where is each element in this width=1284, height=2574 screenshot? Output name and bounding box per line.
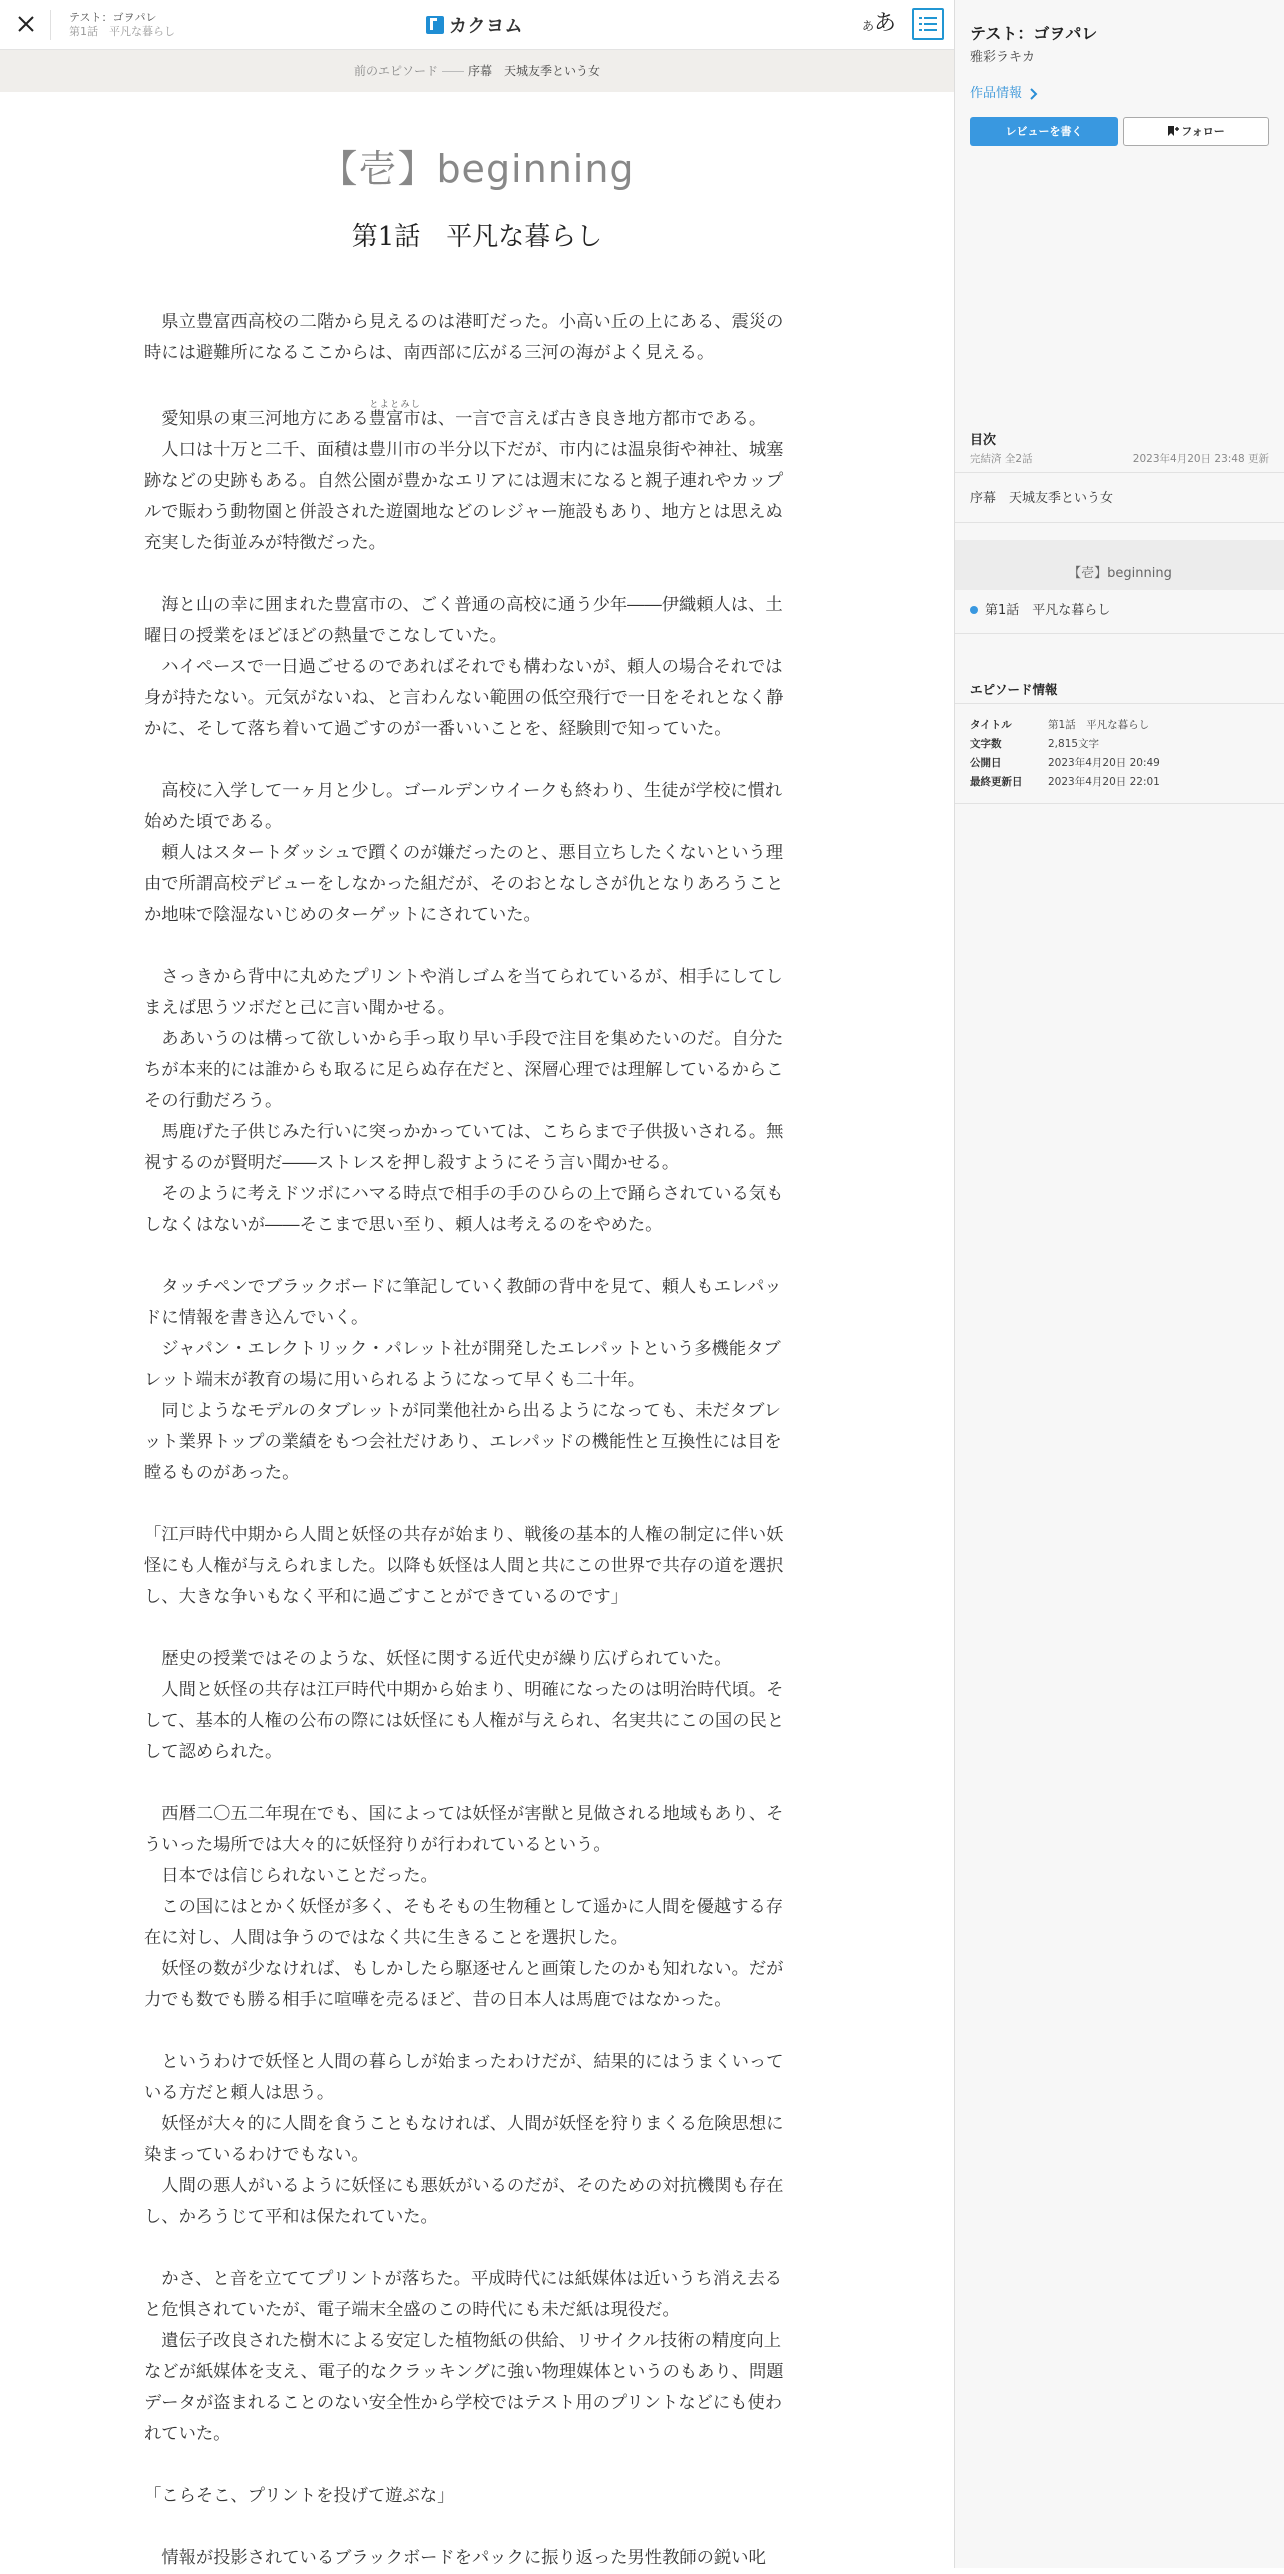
blank-line [144,745,794,776]
body-paragraph: ハイペースで一日過ごせるのであればそれでも構わないが、頼人の場合それでは身が持たない。元気がないね、と言わんない範囲の低空飛行で一日をそれとなく静かに、そして落ち着いて過ごすのが一番いいことを、経験則で知っていた。 [144,657,784,739]
toc-divider [955,633,1284,634]
episode-info-value: 2023年4月20日 22:01 [1048,776,1160,788]
close-icon[interactable] [14,12,38,36]
follow-button[interactable] [1123,117,1269,146]
episode-info-divider [955,703,1284,704]
chapter-title: 【壱】beginning [319,147,635,191]
body-paragraph: 海と山の幸に囲まれた豊富市の、ごく普通の高校に通う少年――伊織頼人は、土曜日の授業をほどほどの熱量でこなしていた。 [144,595,783,646]
body-paragraph: 頼人はスタートダッシュで躓くのが嫌だったのと、悪目立ちしたくないという理由で所謂高校デビューをしなかった組だが、そのおとなしさが仇となりあろうことか地味で陰湿ないじめのターゲットにされていた。 [144,843,784,925]
episode-info-value: 2023年4月20日 20:49 [1048,757,1160,769]
current-episode-dot-icon [970,606,978,614]
body-paragraph: そのように考えドツボにハマる時点で相手の手のひらの上で踊らされている気もしなくはないが――そこまで思い至り、頼人は考えるのをやめた。 [144,1184,784,1235]
toc-divider [955,472,1284,473]
blank-line [144,1613,794,1644]
episode-body [144,307,794,2574]
episode-info-value: 第1話 平凡な暮らし [1048,719,1150,731]
toc-item-prologue[interactable]: 序幕 天城友季という女 [970,491,1114,506]
font-size-large-glyph: あ [874,11,897,36]
toc-updated: 2023年4月20日 23:48 更新 [1132,453,1269,465]
prev-episode-label: 前のエピソード [353,64,438,78]
blank-line [144,1489,794,1520]
ruby-annotation: 豊富市とよとみし [368,400,421,429]
chevron-right-icon [1029,88,1039,100]
blank-line [144,2233,794,2264]
episode-info-key: タイトル [970,719,1012,731]
blank-line [144,2512,794,2543]
font-size-small-glyph: あ [862,19,875,33]
blank-line [144,559,794,590]
header-episode-title: 第1話 平凡な暮らし [69,25,175,38]
toc-item-current-label: 第1話 平凡な暮らし [985,603,1111,618]
blank-line [144,2450,794,2481]
follow-button-label: フォロー [1181,125,1225,138]
ruby-reading: とよとみし [368,400,421,410]
previous-episode-bar[interactable] [0,50,954,92]
prev-episode-separator [442,71,464,72]
body-paragraph: 西暦二〇五二年現在でも、国によっては妖怪が害獣と見做される地域もあり、そういった場所では大々的に妖怪狩りが行われているという。 [144,1804,784,1855]
toc-heading: 目次 [970,433,997,448]
body-paragraph: 情報が投影されているブラックボードをパックに振り返った男性教師の鋭い叱 [144,2548,766,2568]
body-paragraph: 県立豊富西高校の二階から見えるのは港町だった。小高い丘の上にある、震災の時には避難所になるここからは、南西部に広がる三河の海がよく見える。 [144,312,784,363]
body-paragraph: 遺伝子改良された樹木による安定した植物紙の供給、リサイクル技術の精度向上などが紙媒体を支え、電子的なクラッキングに強い物理媒体というのもあり、問題データが盗まれることのない安全性から学校ではテスト用のプリントなどにも使われていた。 [144,2331,784,2444]
episode-info-key: 公開日 [970,757,1002,769]
blank-line [144,931,794,962]
episode-info-divider [955,803,1284,804]
header-titles[interactable] [69,11,175,39]
episode-content [0,92,954,2568]
work-info-label: 作品情報 [970,86,1023,101]
toc-status: 完結済 全2話 [970,453,1033,465]
site-logo[interactable] [426,13,523,37]
header-divider [50,10,51,40]
prev-episode-link[interactable]: 序幕 天城友季という女 [468,64,601,78]
episode-info-key: 文字数 [970,738,1002,750]
body-paragraph: さっきから背中に丸めたプリントや消しゴムを当てられているが、相手にしてしまえば思うツボだと己に言い聞かせる。 [144,967,783,1018]
body-paragraph: 馬鹿げた子供じみた行いに突っかかっていては、こちらまで子供扱いされる。無視するのが賢明だ――ストレスを押し殺すようにそう言い聞かせる。 [144,1122,784,1173]
toc-chapter-band [955,540,1284,590]
episode-info-row [970,716,1160,735]
body-paragraph: かさ、と音を立ててプリントが落ちた。平成時代には紙媒体は近いうち消え去ると危惧されていたが、電子端末全盛のこの時代にも未だ紙は現役だ。 [144,2269,783,2320]
body-paragraph: 高校に入学して一ヶ月と少し。ゴールデンウイークも終わり、生徒が学校に慣れ始めた頃である。 [144,781,783,832]
toc-chapter-title: 【壱】beginning [1068,566,1172,581]
toc-divider [955,522,1284,523]
write-review-button[interactable]: レビューを書く [970,117,1118,146]
body-paragraph: ジャパン・エレクトリック・パレット社が開発したエレパットという多機能タブレット端末が教育の場に用いられるようになって早くも二十年。 [144,1339,781,1390]
episode-info-table [970,716,1160,792]
logo-text: カクヨム [449,16,523,37]
body-paragraph: 「江戸時代中期から人間と妖怪の共存が始まり、戦後の基本的人権の制定に伴い妖怪にも人権が与えられました。以降も妖怪は人間と共にこの世界で共存の道を選択し、大きな争いもなく平和に過ごすことができているのです」 [144,1525,784,1607]
blank-line [144,1768,794,1799]
body-paragraph: 妖怪が大々的に人間を食うこともなければ、人間が妖怪を狩りまくる危険思想に染まっているわけでもない。 [144,2114,784,2165]
episode-info-row [970,754,1160,773]
toc-item-current[interactable] [970,599,1110,618]
sidebar-work-title[interactable]: テスト：ゴヲパレ [970,24,1098,43]
toc-list-icon[interactable] [912,8,944,40]
body-paragraph: 歴史の授業ではそのような、妖怪に関する近代史が繰り広げられていた。 [144,1649,732,1669]
body-paragraph: 人間と妖怪の共存は江戸時代中期から始まり、明確になったのは明治時代頃。そして、基本的人権の公布の際には妖怪にも人権が与えられ、名実共にこの国の民として認められた。 [144,1680,785,1762]
font-size-button[interactable] [862,10,896,40]
body-paragraph: 愛知県の東三河地方にある豊富市とよとみしは、一言で言えば古き良き地方都市である。 [144,400,767,429]
body-paragraph: 日本では信じられないことだった。 [144,1866,438,1886]
episode-info-row [970,735,1160,754]
episode-title: 第1話 平凡な暮らし [351,222,603,252]
episode-info-key: 最終更新日 [970,776,1023,788]
header-work-title[interactable]: テスト：ゴヲパレ [69,11,157,24]
blank-line [144,1241,794,1272]
kakuyomu-logo-icon [426,16,444,34]
work-info-link[interactable] [970,82,1039,101]
body-paragraph: というわけで妖怪と人間の暮らしが始まったわけだが、結果的にはうまくいっている方だと頼人は思う。 [144,2052,784,2103]
bookmark-plus-icon [1167,125,1179,137]
body-paragraph: 人口は十万と二千、面積は豊川市の半分以下だが、市内には温泉街や神社、城塞跡などの史跡もある。自然公園が豊かなエリアには週末になると親子連れやカップルで賑わう動物園と併設された遊園地などのレジャー施設もあり、地方とは思えぬ充実した街並みが特徴だった。 [144,440,784,553]
body-paragraph: 同じようなモデルのタブレットが同業他社から出るようになっても、未だタブレット業界トップの業績をもつ会社だけあり、エレパッドの機能性と互換性には目を瞠るものがあった。 [144,1401,782,1483]
body-paragraph: ああいうのは構って欲しいから手っ取り早い手段で注目を集めたいのだ。自分たちが本来的には誰からも取るに足らぬ存在だと、深層心理では理解しているからこその行動だろう。 [144,1029,784,1111]
sidebar-author[interactable]: 雅彩ラキカ [970,50,1036,65]
blank-line [144,2016,794,2047]
episode-info-heading: エピソード情報 [970,682,1058,697]
sidebar [954,0,1284,2568]
blank-line [144,369,794,400]
body-paragraph: 「こらそこ、プリントを投げて遊ぶな」 [144,2486,455,2506]
body-paragraph: タッチペンでブラックボードに筆記していく教師の背中を見て、頼人もエレパッドに情報を書き込んでいく。 [144,1277,782,1328]
body-paragraph: この国にはとかく妖怪が多く、そもそもの生物種として遥かに人間を優越する存在に対し、人間は争うのではなく共に生きることを選択した。 [144,1897,784,1948]
body-paragraph: 妖怪の数が少なければ、もしかしたら駆逐せんと画策したのかも知れない。だが力でも数でも勝る相手に喧嘩を売るほど、昔の日本人は馬鹿ではなかった。 [144,1959,784,2010]
episode-info-row [970,773,1160,792]
body-paragraph: 人間の悪人がいるように妖怪にも悪妖がいるのだが、そのための対抗機関も存在し、かろうじて平和は保たれていた。 [144,2176,784,2227]
episode-info-value: 2,815文字 [1048,738,1100,750]
reader-header [0,0,954,50]
